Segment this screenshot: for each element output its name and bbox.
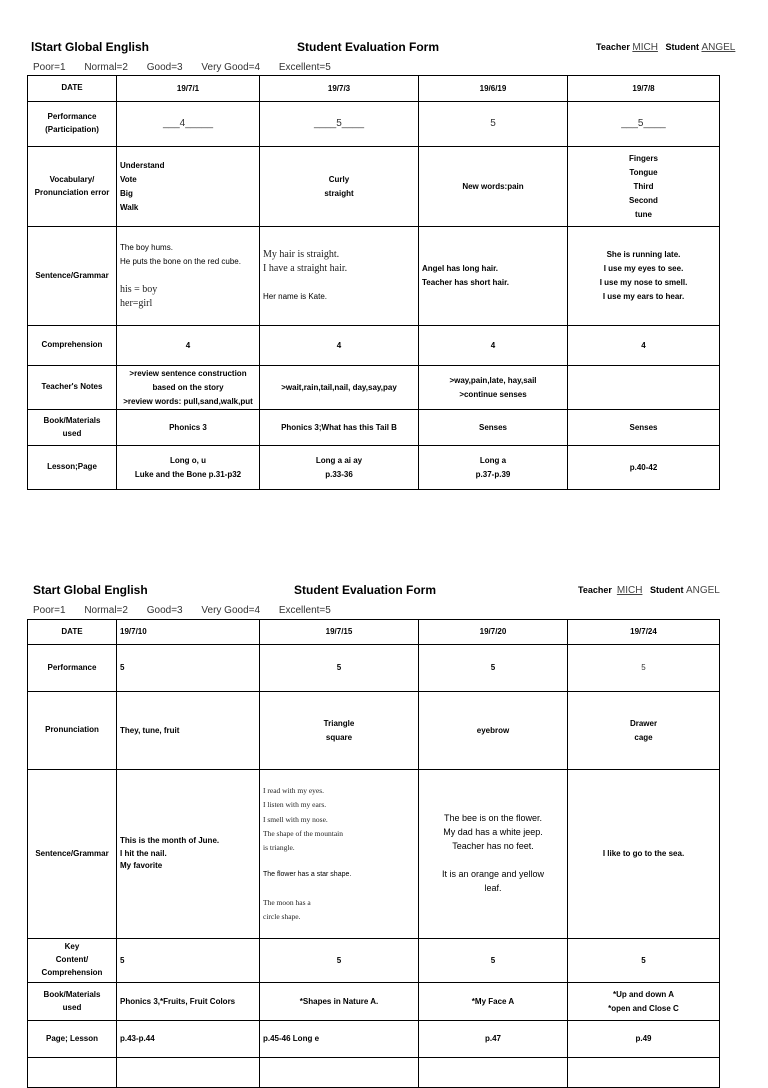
sentence-cell bbox=[419, 770, 568, 939]
lesson-cell: Long o, u Luke and the Bone p.31-p32 bbox=[117, 446, 260, 490]
lesson-cell: p.45-46 Long e bbox=[260, 1021, 419, 1058]
book-cell: *Up and down A *open and Close C bbox=[568, 983, 720, 1021]
vocabulary-row bbox=[28, 147, 720, 227]
row-label: Teacher's Notes bbox=[28, 366, 117, 410]
scale-item: Poor=1 bbox=[33, 62, 66, 73]
date-row bbox=[28, 620, 720, 645]
vocab-cell: Understand Vote Big Walk bbox=[117, 147, 260, 227]
sentence-text: It is an orange and yellow leaf. bbox=[441, 868, 545, 893]
teacher-label: Teacher bbox=[578, 585, 612, 595]
performance-row bbox=[28, 645, 720, 692]
sentence-text: The flower has a star shape. bbox=[263, 871, 352, 879]
sentence-cell: This is the month of June. I hit the nail. My favorite bbox=[117, 770, 260, 939]
vocab-cell: Curly straight bbox=[260, 147, 419, 227]
date-cell: 19/7/1 bbox=[117, 76, 260, 102]
book-row bbox=[28, 410, 720, 446]
score-cell: 5 bbox=[419, 939, 568, 983]
score-cell: 5 bbox=[419, 645, 568, 692]
scale-item: Excellent=5 bbox=[278, 62, 331, 73]
book-cell: Phonics 3;What has this Tail B bbox=[260, 410, 419, 446]
score-cell: ____5____ bbox=[260, 102, 419, 147]
cut-off-row bbox=[28, 1058, 720, 1088]
notes-cell: >way,pain,late, hay,sail >continue senses bbox=[419, 366, 568, 410]
pronunciation-row bbox=[28, 692, 720, 770]
page-lesson-row bbox=[28, 1021, 720, 1058]
row-label: Sentence/Grammar bbox=[28, 770, 117, 939]
notes-cell bbox=[568, 366, 720, 410]
teacher-student-info bbox=[596, 42, 735, 53]
form-title: Student Evaluation Form bbox=[294, 583, 437, 597]
sentence-cell bbox=[260, 227, 419, 326]
book-cell: Phonics 3 bbox=[117, 410, 260, 446]
score-cell: 5 bbox=[419, 102, 568, 147]
scale-item: Excellent=5 bbox=[278, 605, 331, 616]
row-label: Page; Lesson bbox=[28, 1021, 117, 1058]
date-row bbox=[28, 76, 720, 102]
rating-scale bbox=[33, 605, 347, 616]
sentence-text: Her name is Kate. bbox=[263, 292, 328, 301]
score-cell: 4 bbox=[260, 326, 419, 366]
empty-cell bbox=[260, 1058, 419, 1088]
key-content-row bbox=[28, 939, 720, 983]
sentence-cell bbox=[260, 770, 419, 939]
row-label: Comprehension bbox=[28, 326, 117, 366]
empty-cell bbox=[419, 1058, 568, 1088]
empty-cell bbox=[117, 1058, 260, 1088]
pronunciation-cell: Triangle square bbox=[260, 692, 419, 770]
student-name: ANGEL bbox=[701, 42, 736, 53]
teacher-name: MICH bbox=[616, 585, 643, 596]
lesson-cell: Long a ai ay p.33-36 bbox=[260, 446, 419, 490]
student-label: Student bbox=[649, 585, 684, 595]
sentence-handwritten: My hair is straight. I have a straight hair. bbox=[263, 249, 348, 274]
sentence-handwritten: The moon has a circle shape. bbox=[263, 897, 311, 921]
date-cell: 19/7/8 bbox=[568, 76, 720, 102]
scale-item: Normal=2 bbox=[84, 605, 128, 616]
date-label: DATE bbox=[28, 620, 117, 645]
lesson-cell: p.47 bbox=[419, 1021, 568, 1058]
score-cell: 5 bbox=[568, 645, 720, 692]
score-cell: 5 bbox=[568, 939, 720, 983]
scale-item: Good=3 bbox=[146, 62, 183, 73]
evaluation-table-2 bbox=[27, 619, 720, 1088]
date-cell: 19/7/24 bbox=[568, 620, 720, 645]
lesson-cell: p.43-p.44 bbox=[117, 1021, 260, 1058]
row-label: Key Content/ Comprehension bbox=[28, 939, 117, 983]
teacher-label: Teacher bbox=[596, 42, 630, 52]
score-cell: 5 bbox=[260, 939, 419, 983]
row-label: Lesson;Page bbox=[28, 446, 117, 490]
sentence-cell: Angel has long hair. Teacher has short hair. bbox=[419, 227, 568, 326]
score-cell: 4 bbox=[419, 326, 568, 366]
row-label: Performance (Participation) bbox=[28, 102, 117, 147]
comprehension-row bbox=[28, 326, 720, 366]
date-cell: 19/7/10 bbox=[117, 620, 260, 645]
sentence-cell: She is running late. I use my eyes to see. I use my nose to smell. I use my ears to hear. bbox=[568, 227, 720, 326]
date-cell: 19/7/3 bbox=[260, 76, 419, 102]
sentence-cell: I like to go to the sea. bbox=[568, 770, 720, 939]
notes-cell: >wait,rain,tail,nail, day,say,pay bbox=[260, 366, 419, 410]
sentence-handwritten: his = boy her=girl bbox=[120, 284, 158, 309]
score-cell: 5 bbox=[117, 939, 260, 983]
notes-cell: >review sentence construction based on the story >review words: pull,sand,walk,put bbox=[117, 366, 260, 410]
row-label: Vocabulary/ Pronunciation error bbox=[28, 147, 117, 227]
date-label: DATE bbox=[28, 76, 117, 102]
form-title: Student Evaluation Form bbox=[297, 40, 440, 54]
lesson-cell: p.49 bbox=[568, 1021, 720, 1058]
lesson-cell: Long a p.37-p.39 bbox=[419, 446, 568, 490]
scale-item: Poor=1 bbox=[33, 605, 66, 616]
row-label: Book/Materials used bbox=[28, 410, 117, 446]
pronunciation-cell: eyebrow bbox=[419, 692, 568, 770]
performance-row bbox=[28, 102, 720, 147]
sentence-text: The bee is on the flower. My dad has a white jeep. Teacher has no feet. bbox=[443, 813, 543, 852]
book-cell: *My Face A bbox=[419, 983, 568, 1021]
teacher-student-info bbox=[578, 585, 720, 596]
score-cell: 4 bbox=[117, 326, 260, 366]
scale-item: Very Good=4 bbox=[201, 62, 261, 73]
row-label: Sentence/Grammar bbox=[28, 227, 117, 326]
empty-cell bbox=[568, 1058, 720, 1088]
evaluation-table-1 bbox=[27, 75, 720, 490]
lesson-cell: p.40-42 bbox=[568, 446, 720, 490]
empty-cell bbox=[28, 1058, 117, 1088]
score-cell: ___5____ bbox=[568, 102, 720, 147]
school-name: Start Global English bbox=[33, 583, 148, 597]
score-cell: 5 bbox=[117, 645, 260, 692]
date-cell: 19/7/15 bbox=[260, 620, 419, 645]
scale-item: Normal=2 bbox=[84, 62, 128, 73]
scale-item: Good=3 bbox=[146, 605, 183, 616]
book-cell: Senses bbox=[568, 410, 720, 446]
row-label: Performance bbox=[28, 645, 117, 692]
score-cell: ___4_____ bbox=[117, 102, 260, 147]
student-label: Student bbox=[665, 42, 699, 52]
sentence-cell bbox=[117, 227, 260, 326]
sentence-text: The boy hums. He puts the bone on the red cube. bbox=[120, 243, 241, 266]
rating-scale bbox=[33, 62, 347, 73]
row-label: Book/Materials used bbox=[28, 983, 117, 1021]
row-label: Pronunciation bbox=[28, 692, 117, 770]
vocab-cell: Fingers Tongue Third Second tune bbox=[568, 147, 720, 227]
score-cell: 5 bbox=[260, 645, 419, 692]
book-cell: Phonics 3,*Fruits, Fruit Colors bbox=[117, 983, 260, 1021]
scale-item: Very Good=4 bbox=[201, 605, 261, 616]
pronunciation-cell: Drawer cage bbox=[568, 692, 720, 770]
score-cell: 4 bbox=[568, 326, 720, 366]
notes-row bbox=[28, 366, 720, 410]
date-cell: 19/7/20 bbox=[419, 620, 568, 645]
book-cell: *Shapes in Nature A. bbox=[260, 983, 419, 1021]
sentence-row bbox=[28, 227, 720, 326]
teacher-name: MICH bbox=[632, 42, 658, 53]
vocab-cell: New words:pain bbox=[419, 147, 568, 227]
date-cell: 19/6/19 bbox=[419, 76, 568, 102]
lesson-row bbox=[28, 446, 720, 490]
book-row bbox=[28, 983, 720, 1021]
pronunciation-cell: They, tune, fruit bbox=[117, 692, 260, 770]
sentence-row bbox=[28, 770, 720, 939]
student-name: ANGEL bbox=[685, 585, 720, 596]
sentence-handwritten: I read with my eyes. I listen with my ears. I smell with my nose. The shape of the mountain is triangle. bbox=[263, 786, 343, 852]
book-cell: Senses bbox=[419, 410, 568, 446]
school-name: lStart Global English bbox=[31, 40, 150, 54]
